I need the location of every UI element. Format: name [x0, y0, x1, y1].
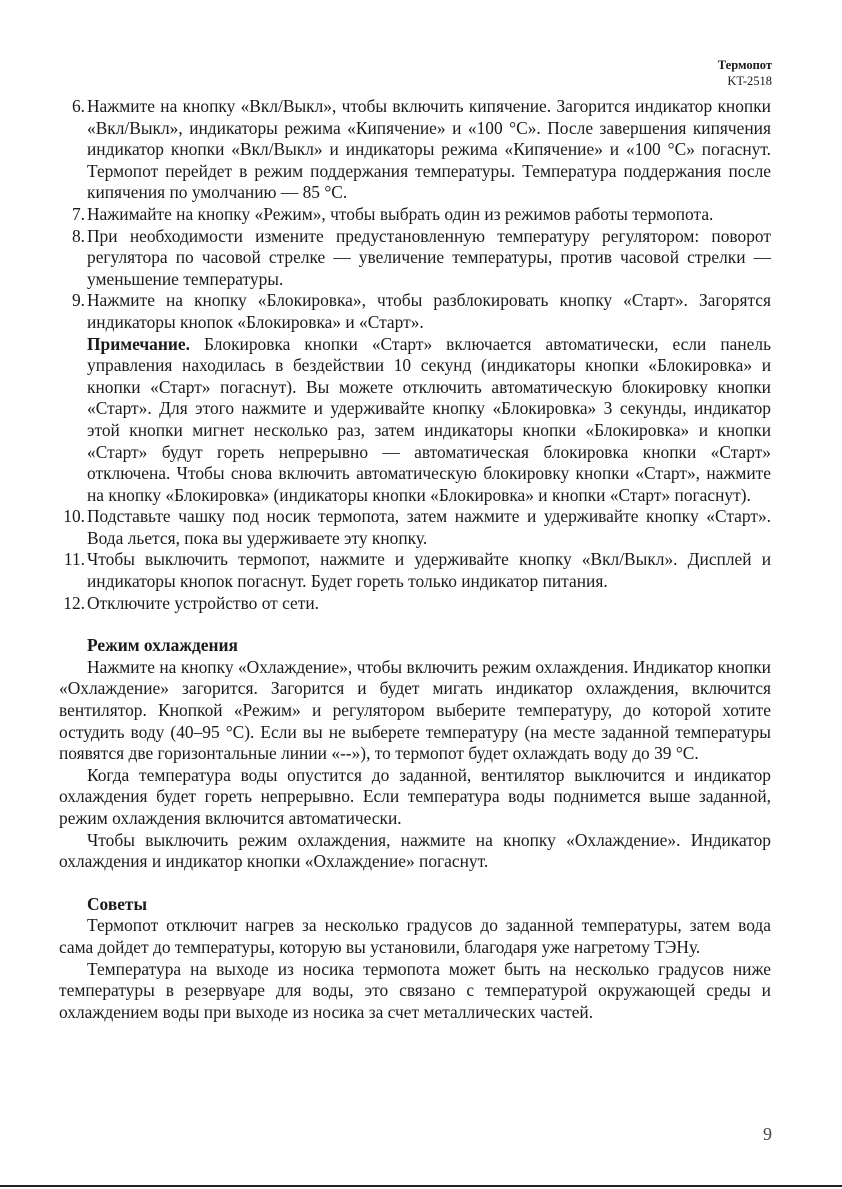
step-number: 7.	[71, 203, 85, 224]
step-item	[59, 96, 771, 204]
section-paragraph: Когда температура воды опустится до заданной, вентилятор выключится и индикатор охлаждения будет гореть непрерывно. Если температура воды поднимется выше заданной, режим охлаждения включится автоматически.	[59, 764, 771, 828]
step-text: Подставьте чашку под носик термопота, затем нажмите и удерживайте кнопку «Старт». Вода льется, пока вы удерживаете эту кнопку.	[87, 506, 771, 548]
step-text: Нажмите на кнопку «Вкл/Выкл», чтобы включить кипячение. Загорится индикатор кнопки «Вкл/Выкл», индикаторы режима «Кипячение» и «100 °С». После завершения кипячения индикатор кнопки «Вкл/Выкл» и индикаторы режима «Кипячение» и «100 °С» погаснут. Термопот перейдет в режим поддержания температуры. Температура поддержания после кипячения по умолчанию — 85 °С.	[87, 96, 771, 203]
section-paragraph: Термопот отключит нагрев за несколько градусов до заданной температуры, затем вода сама дойдет до температуры, которую вы установили, благодаря уже нагретому ТЭНу.	[59, 915, 771, 957]
instruction-steps-continued	[59, 506, 771, 614]
note-paragraph	[59, 334, 771, 507]
step-text: При необходимости измените предустановленную температуру регулятором: поворот регулятора по часовой стрелке — увеличение температуры, против часовой стрелки — уменьшение температуры.	[87, 225, 771, 289]
step-text: Чтобы выключить термопот, нажмите и удерживайте кнопку «Вкл/Выкл». Дисплей и индикаторы кнопок погаснут. Будет гореть только индикатор питания.	[87, 549, 771, 592]
step-number: 9.	[71, 290, 85, 311]
step-number: 6.	[71, 96, 85, 116]
step-text: Отключите устройство от сети.	[87, 592, 320, 613]
step-text: Нажмите на кнопку «Блокировка», чтобы разблокировать кнопку «Старт». Загорятся индикаторы кнопок «Блокировка» и «Старт».	[87, 290, 771, 332]
step-item	[59, 593, 771, 615]
section-heading: Советы	[87, 893, 148, 914]
page-number: 9	[763, 1124, 772, 1144]
page-content	[59, 96, 771, 1023]
page-header	[718, 57, 772, 89]
step-number: 8.	[71, 225, 85, 246]
bottom-divider	[0, 1185, 842, 1187]
instruction-steps	[59, 96, 771, 334]
step-text: Нажимайте на кнопку «Режим», чтобы выбрать один из режимов работы термопота.	[87, 203, 714, 224]
header-brand: Термопот	[717, 58, 772, 72]
section-paragraph: Нажмите на кнопку «Охлаждение», чтобы включить режим охлаждения. Индикатор кнопки «Охлаждение» загорится. Загорится и будет мигать индикатор охлаждения, включится вентилятор. Кнопкой «Режим» и регулятором выберите температуру, до которой хотите остудить воду (40–95 °С). Если вы не выберете температуру (на месте заданной температуры появятся две горизонтальные линии «--»), то термопот будет охлаждать воду до 39 °С.	[59, 656, 771, 764]
step-item	[59, 549, 771, 592]
step-item	[59, 290, 771, 333]
note-text: Блокировка кнопки «Старт» включается автоматически, если панель управления находилась в бездействии 10 секунд (индикаторы кнопки «Блокировка» и кнопки «Старт» погаснут). Вы можете отключить автоматическую блокировку кнопки «Старт». Для этого нажмите и удерживайте кнопку «Блокировка» 3 секунды, индикатор этой кнопки мигнет несколько раз, затем индикаторы кнопки «Блокировка» и кнопки «Старт» будут гореть непрерывно — автоматическая блокировка кнопки «Старт» отключена. Чтобы снова включить автоматическую блокировку кнопки «Старт», нажмите на кнопку «Блокировка» (индикаторы кнопки «Блокировка» и кнопки «Старт» погаснут).	[87, 333, 771, 505]
note-label: Примечание.	[87, 333, 190, 354]
section-paragraph: Температура на выходе из носика термопота может быть на несколько градусов ниже температуры в резервуаре для воды, это связано с температурой окружающей среды и охлаждением воды при выходе из носика за счет металлических частей.	[59, 958, 771, 1022]
step-number: 12.	[63, 592, 85, 613]
step-number: 10.	[63, 506, 85, 527]
step-item	[59, 204, 771, 226]
step-number: 11.	[63, 549, 85, 570]
tips-section	[59, 894, 771, 1024]
step-item	[59, 506, 771, 549]
header-model: KT-2518	[727, 74, 772, 88]
section-heading: Режим охлаждения	[87, 635, 238, 656]
section-paragraph: Чтобы выключить режим охлаждения, нажмите на кнопку «Охлаждение». Индикатор охлаждения и индикатор кнопки «Охлаждение» погаснут.	[59, 829, 771, 872]
cooling-section	[59, 635, 771, 873]
step-item	[59, 226, 771, 291]
